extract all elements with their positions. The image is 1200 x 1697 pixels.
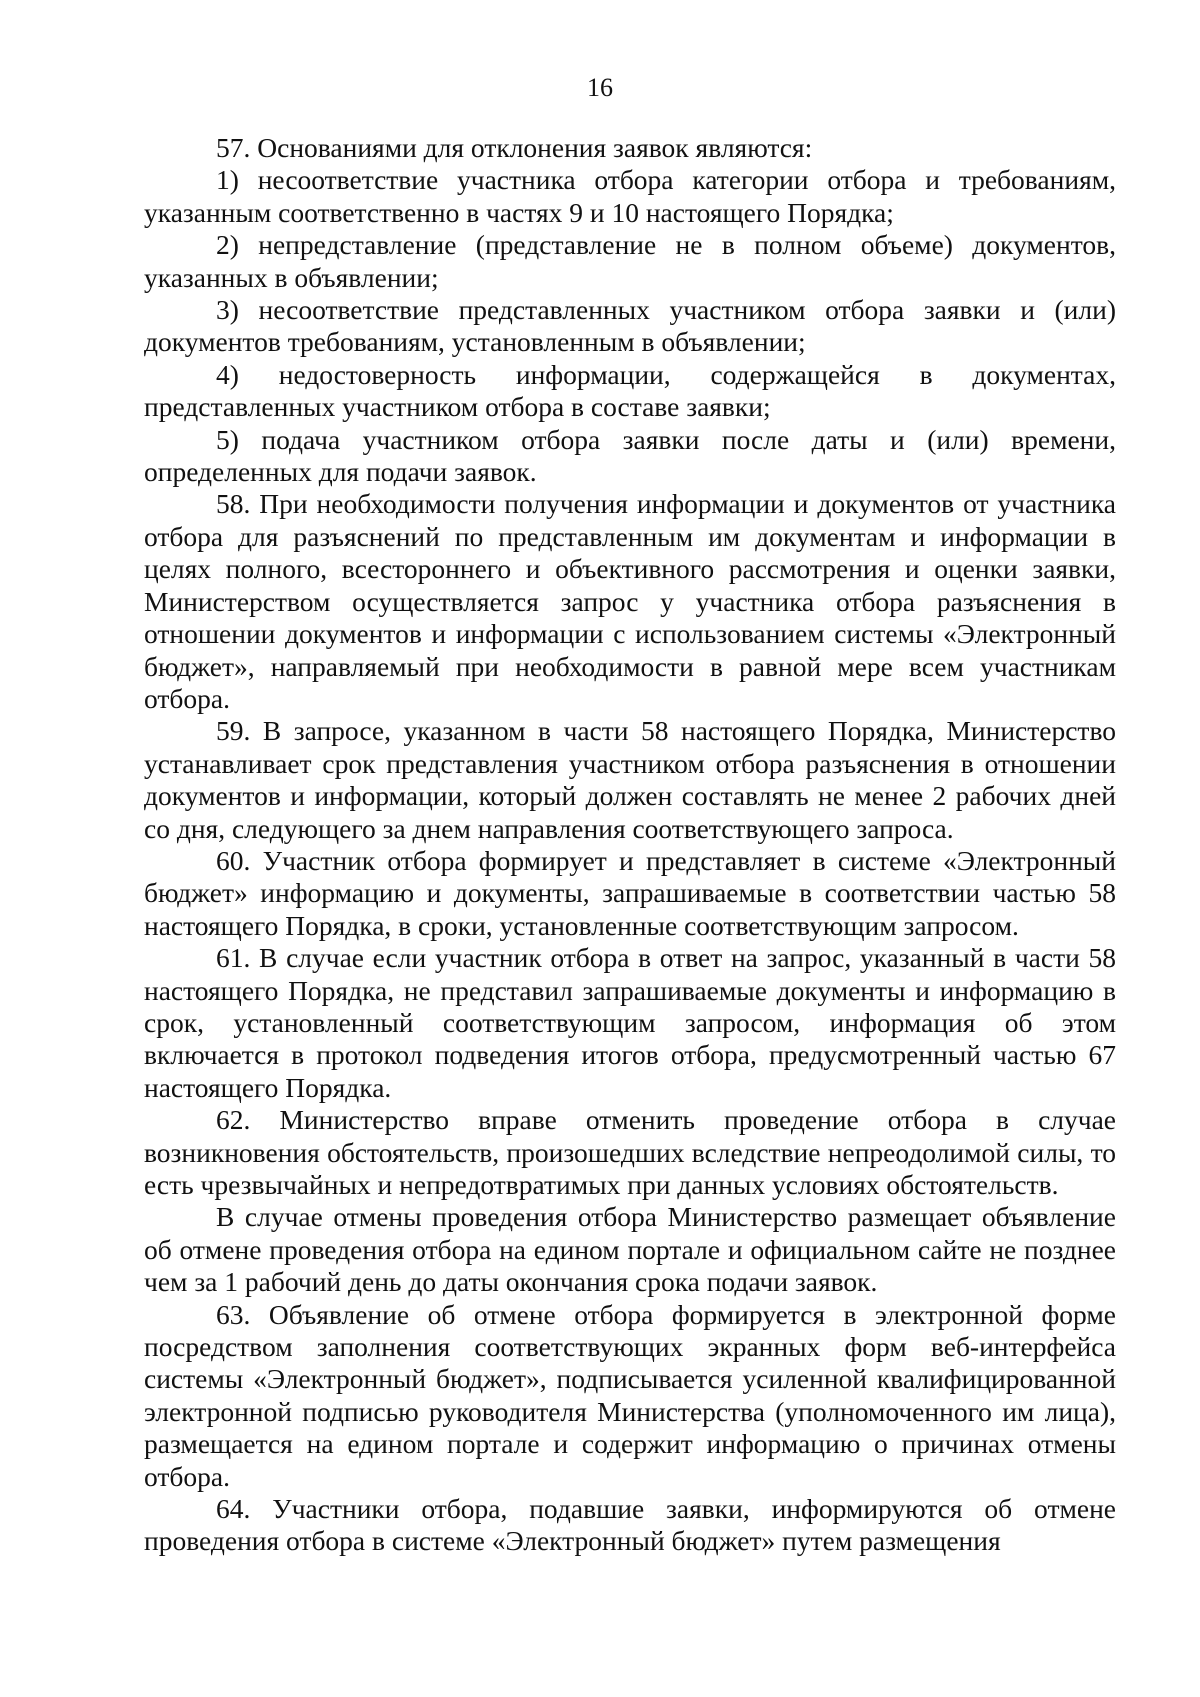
paragraph-64: 64. Участники отбора, подавшие заявки, информируются об отмене проведения отбора в системе «Электронный бюджет» путем размещения	[144, 1493, 1116, 1557]
paragraph-59: 59. В запросе, указанном в части 58 настоящего Порядка, Министерство устанавливает срок представления участником отбора разъяснения в отношении документов и информации, который должен составлять не менее 2 рабочих дней со дня, следующего за днем направления соответствующего запроса.	[144, 715, 1116, 844]
list-item-5: 5) подача участником отбора заявки после даты и (или) времени, определенных для подачи заявок.	[144, 423, 1116, 488]
list-item-2: 2) непредставление (представление не в полном объеме) документов, указанных в объявлении;	[144, 229, 1116, 293]
paragraph-62: 62. Министерство вправе отменить проведение отбора в случае возникновения обстоятельств, произошедших вследствие непреодолимой силы, то есть чрезвычайных и непредотвратимых при данных условиях обстоятельств.	[144, 1104, 1116, 1200]
paragraph-63: 63. Объявление об отмене отбора формируется в электронной форме посредством заполнения соответствующих экранных форм веб-интерфейса системы «Электронный бюджет», подписывается усиленной квалифицированной электронной подписью руководителя Министерства (уполномоченного им лица), размещается на едином портале и содержит информацию о причинах отмены отбора.	[144, 1298, 1116, 1492]
paragraph-58: 58. При необходимости получения информации и документов от участника отбора для разъяснений по представленным им документам и информации в целях полного, всестороннего и объективного рассмотрения и оценки заявки, Министерством осуществляется запрос у участника отбора разъяснения в отношении документов и информации с использованием системы «Электронный бюджет», направляемый при необходимости в равной мере всем участникам отбора.	[144, 488, 1116, 714]
list-item-4: 4) недостоверность информации, содержащейся в документах, представленных участником отбора в составе заявки;	[144, 358, 1116, 423]
page-number: 16	[587, 73, 613, 102]
paragraph-60: 60. Участник отбора формирует и представляет в системе «Электронный бюджет» информацию и документы, запрашиваемые в соответствии частью 58 настоящего Порядка, в сроки, установленные соответствующим запросом.	[144, 844, 1116, 941]
paragraph-57: 57. Основаниями для отклонения заявок являются:	[216, 132, 813, 163]
list-item-3: 3) несоответствие представленных участником отбора заявки и (или) документов требованиям, установленным в объявлении;	[144, 294, 1116, 358]
paragraph-61: 61. В случае если участник отбора в ответ на запрос, указанный в части 58 настоящего Порядка, не представил запрашиваемые документы и информацию в срок, установленный соответствующим запросом, информация об этом включается в протокол подведения итогов отбора, предусмотренный частью 67 настоящего Порядка.	[144, 942, 1116, 1103]
list-item-1: 1) несоответствие участника отбора категории отбора и требованиям, указанным соответственно в частях 9 и 10 настоящего Порядка;	[144, 164, 1116, 228]
document-body	[144, 132, 1116, 1558]
paragraph-62-continuation: В случае отмены проведения отбора Министерство размещает объявление об отмене проведения отбора на едином портале и официальном сайте не позднее чем за 1 рабочий день до даты окончания срока подачи заявок.	[144, 1201, 1116, 1298]
